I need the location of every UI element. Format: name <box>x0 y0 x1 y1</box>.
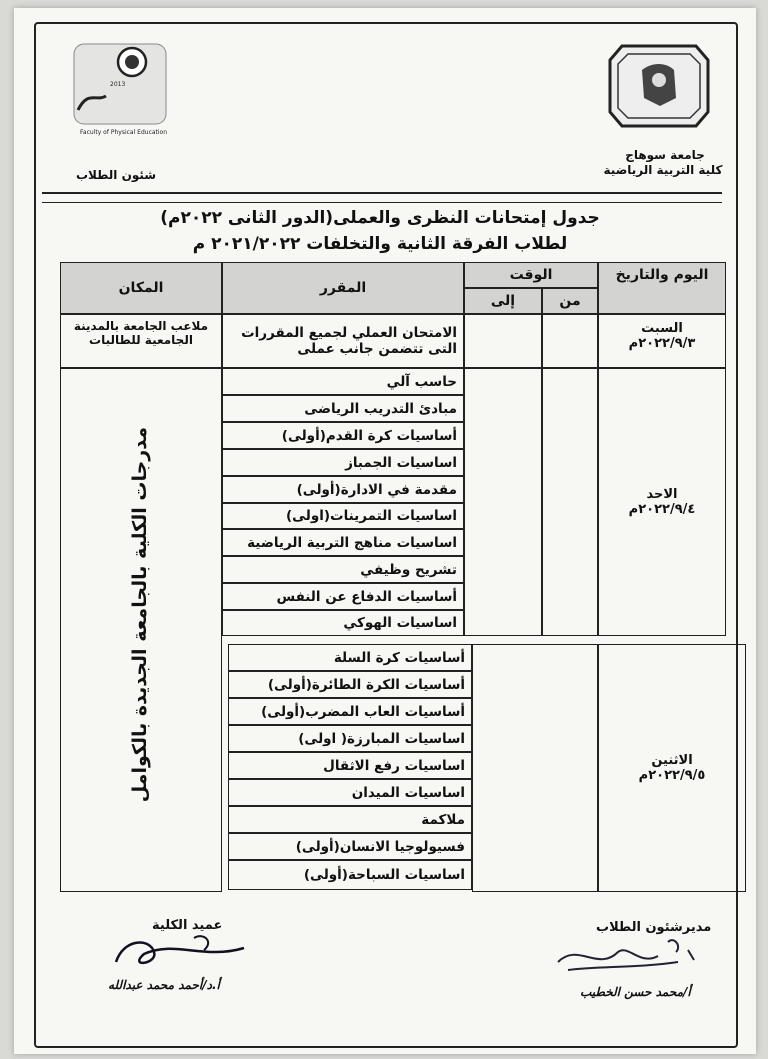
sunday-course-8: تشريح وظيفي <box>222 556 464 583</box>
monday-course-1: أساسيات كرة السلة <box>228 644 472 671</box>
header-place: المكان <box>60 262 222 314</box>
sunday-course-4: اساسيات الجمباز <box>222 449 464 476</box>
sunday-course-6: اساسيات التمرينات(اولى) <box>222 503 464 529</box>
header-to: إلى <box>464 288 542 314</box>
header-divider-2 <box>42 202 722 203</box>
monday-course-2: أساسيات الكرة الطائرة(أولى) <box>228 671 472 698</box>
sunday-course-7: اساسيات مناهج التربية الرياضية <box>222 529 464 556</box>
monday-course-9: اساسيات السباحة(أولى) <box>228 860 472 890</box>
monday-course-3: أساسيات العاب المضرب(أولى) <box>228 698 472 725</box>
monday-course-7: ملاكمة <box>228 806 472 833</box>
saturday-course: الامتحان العملي لجميع المقررات التى تتضمن جانب عملى <box>222 314 464 368</box>
sunday-course-9: أساسيات الدفاع عن النفس <box>222 583 464 610</box>
monday-time <box>472 644 598 892</box>
monday-course-5: اساسيات رفع الاثقال <box>228 752 472 779</box>
svg-text:Faculty of Physical Education: Faculty of Physical Education <box>80 129 168 136</box>
dean-signature <box>104 930 264 978</box>
university-name: جامعة سوهاج <box>625 148 705 162</box>
header-divider <box>42 192 722 194</box>
sunday-from <box>542 368 598 636</box>
header-day-date: اليوم والتاريخ <box>598 262 726 314</box>
sunday-course-3: أساسيات كرة القدم(أولى) <box>222 422 464 449</box>
faculty-logo <box>66 40 174 140</box>
sunday-course-1: حاسب آلي <box>222 368 464 395</box>
schedule-subtitle: لطلاب الفرقة الثانية والتخلفات ٢٠٢١/٢٠٢٢ م <box>192 234 568 254</box>
saturday-from <box>542 314 598 368</box>
director-signature <box>548 932 708 982</box>
monday-course-4: اساسيات المبارزة( اولى) <box>228 725 472 752</box>
sunday-course-2: مبادئ التدريب الرياضى <box>222 395 464 422</box>
monday-course-6: اساسيات الميدان <box>228 779 472 806</box>
monday-course-8: فسيولوجيا الانسان(أولى) <box>228 833 472 860</box>
schedule-title: جدول إمتحانات النظرى والعملى(الدور الثانى ٢٠٢٢م) <box>160 208 600 228</box>
dean-title: عميد الكلية <box>152 918 223 933</box>
shared-place-text: مدرجات الكلية بالجامعة الجديدة بالكوامل <box>129 427 151 803</box>
sunday-course-5: مقدمة في الادارة(أولى) <box>222 476 464 503</box>
header-course: المقرر <box>222 262 464 314</box>
day-monday: الاثنين ٢٠٢٢/٩/٥م <box>598 644 746 892</box>
day-saturday: السبت ٢٠٢٢/٩/٣م <box>598 314 726 368</box>
header-time: الوقت <box>464 262 598 288</box>
saturday-place: ملاعب الجامعة بالمدينة الجامعية للطالبات <box>60 314 222 368</box>
student-affairs-director-title: مديرشئون الطلاب <box>596 920 712 935</box>
svg-text:2013: 2013 <box>110 81 126 88</box>
sunday-to <box>464 368 542 636</box>
day-sunday: الاحد ٢٠٢٢/٩/٤م <box>598 368 726 636</box>
university-logo <box>604 40 714 132</box>
student-affairs-label: شئون الطلاب <box>75 168 157 182</box>
student-affairs-director-name: أ/محمد حسن الخطيب <box>580 985 691 999</box>
sunday-course-10: اساسيات الهوكي <box>222 610 464 636</box>
faculty-name: كلية التربية الرياضية <box>603 163 723 177</box>
dean-name: أ.د/أحمد محمد عبدالله <box>108 978 220 992</box>
header-from: من <box>542 288 598 314</box>
saturday-to <box>464 314 542 368</box>
